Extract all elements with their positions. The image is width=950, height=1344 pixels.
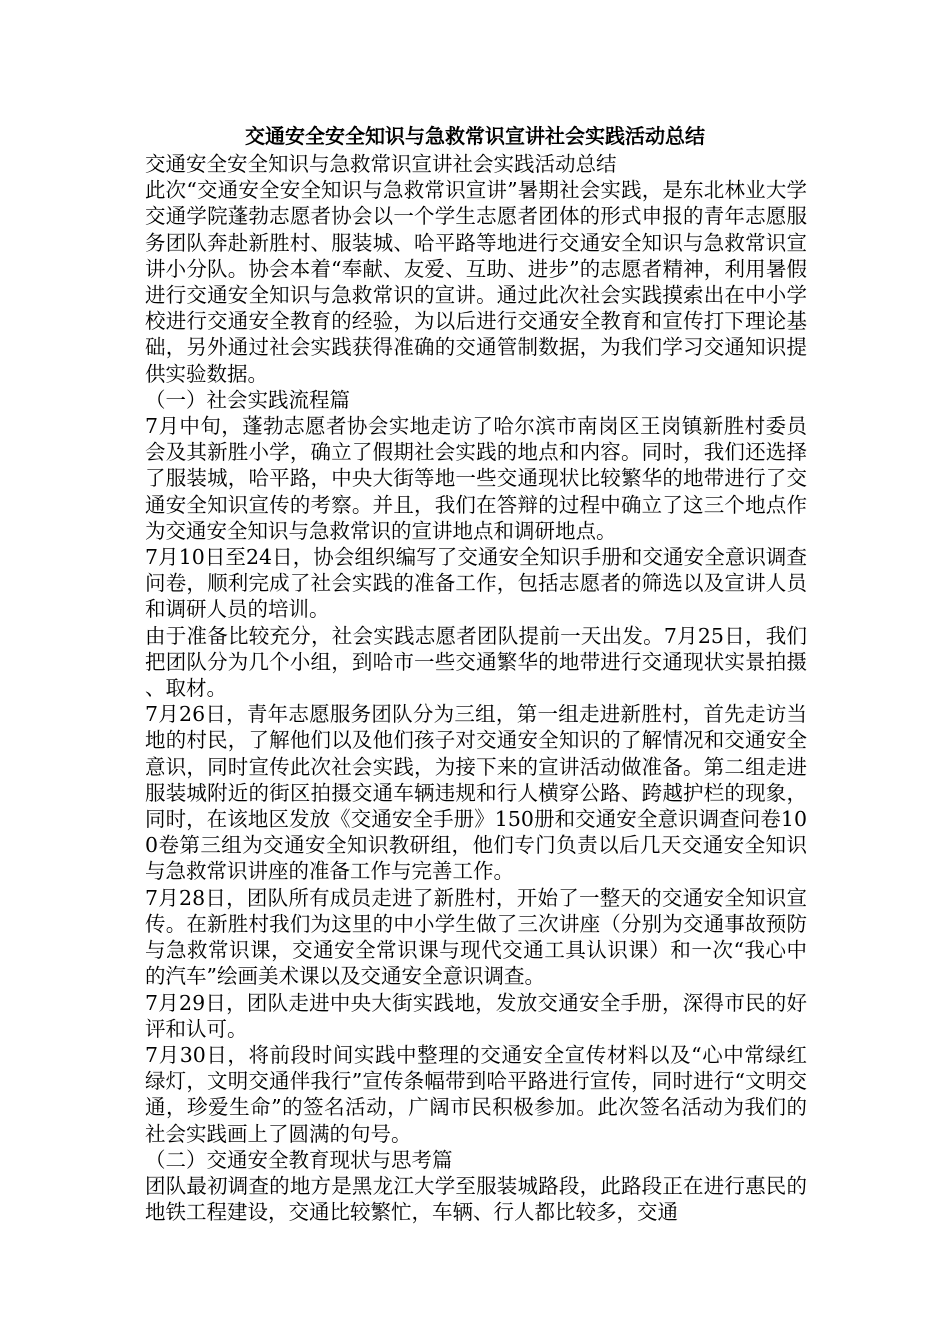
- body-paragraph: 7月30日，将前段时间实践中整理的交通安全宣传材料以及“心中常绿红绿灯，文明交通伴我行”宣传条幅带到哈平路进行宣传，同时进行“文明交通，珍爱生命”的签名活动，广阔市民积极参加。此次签名活动为我们的社会实践画上了圆满的句号。: [145, 1042, 807, 1146]
- body-paragraph: 7月28日，团队所有成员走进了新胜村，开始了一整天的交通安全知识宣传。在新胜村我们为这里的中小学生做了三次讲座（分别为交通事故预防与急救常识课，交通安全常识课与现代交通工具认识课）和一次“我心中的汽车”绘画美术课以及交通安全意识调查。: [145, 885, 807, 989]
- body-paragraph: 团队最初调查的地方是黑龙江大学至服装城路段，此路段正在进行惠民的地铁工程建设，交通比较繁忙，车辆、行人都比较多，交通: [145, 1173, 807, 1225]
- body-paragraph: 7月29日，团队走进中央大街实践地，发放交通安全手册，深得市民的好评和认可。: [145, 990, 807, 1041]
- body-paragraph: 7月中旬，蓬勃志愿者协会实地走访了哈尔滨市南岗区王岗镇新胜村委员会及其新胜小学，确立了假期社会实践的地点和内容。同时，我们还选择了服装城，哈平路，中央大街等地一些交通现状比较繁华的地带进行了交通安全知识宣传的考察。并且，我们在答辩的过程中确立了这三个地点作为交通安全知识与急救常识的宣讲地点和调研地点。: [145, 414, 807, 543]
- body-paragraph: 由于准备比较充分，社会实践志愿者团队提前一天出发。7月25日，我们把团队分为几个小组，到哈市一些交通繁华的地带进行交通现状实景拍摄、取材。: [145, 623, 807, 701]
- intro-paragraph: 此次“交通安全安全知识与急救常识宣讲”暑期社会实践，是东北林业大学交通学院蓬勃志愿者协会以一个学生志愿者团体的形式申报的青年志愿服务团队奔赴新胜村、服装城、哈平路等地进行交通安全知识与急救常识宣讲小分队。协会本着“奉献、友爱、互助、进步”的志愿者精神，利用暑假进行交通安全知识与急救常识的宣讲。通过此次社会实践摸索出在中小学校进行交通安全教育的经验，为以后进行交通安全教育和宣传打下理论基础，另外通过社会实践获得准确的交通管制数据，为我们学习交通知识提供实验数据。: [145, 178, 807, 386]
- document-title: 交通安全安全知识与急救常识宣讲社会实践活动总结: [245, 124, 705, 148]
- section-heading: （一）社会实践流程篇: [145, 387, 350, 412]
- document-body: [145, 151, 807, 1225]
- section-heading: （二）交通安全教育现状与思考篇: [145, 1147, 453, 1172]
- subtitle-paragraph: 交通安全安全知识与急救常识宣讲社会实践活动总结: [145, 152, 617, 176]
- body-paragraph: 7月26日，青年志愿服务团队分为三组，第一组走进新胜村，首先走访当地的村民，了解他们以及他们孩子对交通安全知识的了解情况和交通安全意识，同时宣传此次社会实践，为接下来的宣讲活动做准备。第二组走进服装城附近的街区拍摄交通车辆违规和行人横穿公路、跨越护栏的现象，同时，在该地区发放《交通安全手册》150册和交通安全意识调查问卷100卷第三组为交通安全知识教研组，他们专门负责以后几天交通安全知识与急救常识讲座的准备工作与完善工作。: [145, 702, 807, 884]
- body-paragraph: 7月10日至24日，协会组织编写了交通安全知识手册和交通安全意识调查问卷，顺利完成了社会实践的准备工作，包括志愿者的筛选以及宣讲人员和调研人员的培训。: [145, 545, 807, 622]
